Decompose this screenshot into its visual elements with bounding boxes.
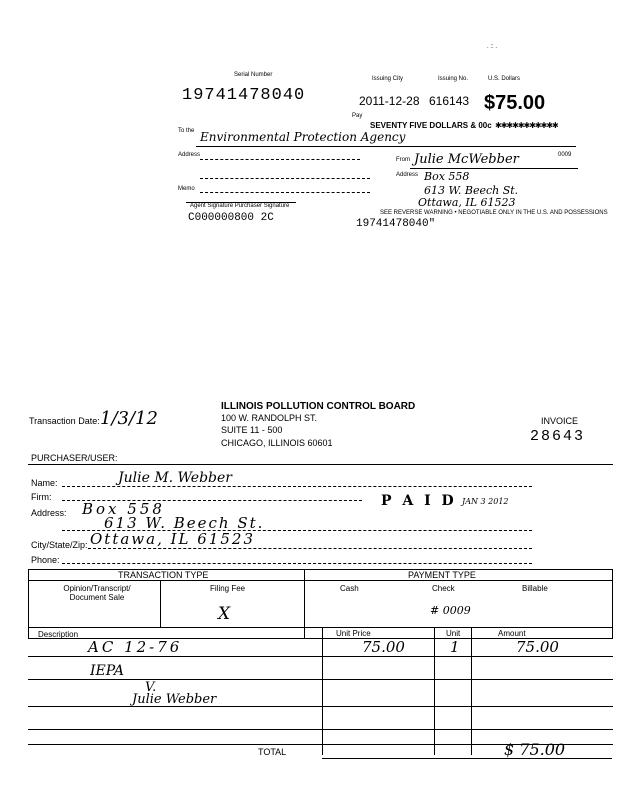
transaction-date-label: Transaction Date: <box>29 416 100 426</box>
agent-purchaser-label: Agent Signature Purchaser Signature <box>190 203 290 209</box>
invoice-label: INVOICE <box>541 416 579 426</box>
order-amount: $75.00 <box>484 92 546 114</box>
routing-number: C000000800 2C <box>188 212 274 224</box>
paid-stamp: P A I D <box>381 493 457 509</box>
serial-label: Serial Number <box>234 72 273 78</box>
phone-label: Phone: <box>31 555 60 565</box>
description-label: Description <box>38 630 79 639</box>
negotiable-warning: SEE REVERSE WARNING • NEGOTIABLE ONLY IN THE U.S. AND POSSESSIONS <box>380 210 608 216</box>
payee-handwritten: Environmental Protection Agency <box>200 130 406 144</box>
issue-city-label: Issuing City <box>372 76 404 82</box>
check-number: 0009 <box>558 152 572 158</box>
address-line-2: 613 W. Beech St. <box>104 514 265 532</box>
org-address-3: CHICAGO, ILLINOIS 60601 <box>221 438 333 448</box>
col-opinion: Opinion/Transcript/ Document Sale <box>63 584 131 602</box>
purchaser-signature: Julie McWebber <box>414 152 519 167</box>
address-hw-1: Box 558 <box>424 170 470 183</box>
payment-type-header: PAYMENT TYPE <box>408 570 476 580</box>
issuing-number: 616143 <box>429 94 470 108</box>
address-label: Address: <box>31 508 67 518</box>
unit-price-label: Unit Price <box>336 629 371 638</box>
col-check: Check <box>432 584 455 593</box>
serial-number: 19741478040 <box>182 86 306 105</box>
amount-in-words: SEVENTY FIVE DOLLARS & 00c <box>370 121 492 130</box>
description-value: AC 12-76 <box>88 638 183 656</box>
line-3-text: V. <box>145 680 157 695</box>
purchaser-address-label: Address <box>396 172 419 178</box>
address-hw-2: 613 W. Beech St. <box>424 184 519 197</box>
invoice-number: 28643 <box>530 428 586 445</box>
org-address-2: SUITE 11 - 500 <box>221 425 283 435</box>
line-4-text: Julie Webber <box>132 692 217 707</box>
unit-value: 1 <box>450 638 460 656</box>
firm-label: Firm: <box>31 492 52 502</box>
org-address-1: 100 W. RANDOLPH ST. <box>221 413 318 423</box>
from-label: From <box>396 157 410 163</box>
transaction-date: 1/3/12 <box>100 408 158 429</box>
transaction-type-header: TRANSACTION TYPE <box>118 570 209 580</box>
total-value: $ 75.00 <box>504 740 566 759</box>
filing-fee-mark: X <box>218 604 231 624</box>
memo-label: Memo <box>178 186 195 192</box>
col-billable: Billable <box>522 584 548 593</box>
col-filing-fee: Filing Fee <box>210 584 246 593</box>
amount-col-label: Amount <box>498 629 526 638</box>
address-line-1: Box 558 <box>82 500 165 518</box>
col-cash: Cash <box>340 584 359 593</box>
amount-label: U.S. Dollars <box>488 76 521 82</box>
address-label: Address <box>178 152 201 158</box>
amount-fill: ✱✱✱✱✱✱✱✱✱✱✱ <box>495 121 558 130</box>
unit-price-value: 75.00 <box>362 638 405 656</box>
line-2-text: IEPA <box>90 663 124 679</box>
amount-value: 75.00 <box>516 638 559 656</box>
address-hw-3: Ottawa, IL 61523 <box>418 196 516 209</box>
check-number-hw: # 0009 <box>430 604 471 617</box>
unit-label: Unit <box>446 629 461 638</box>
purchaser-label: PURCHASER/USER: <box>31 453 118 463</box>
paid-date: JAN 3 2012 <box>462 497 509 506</box>
to-label: To the <box>178 128 195 134</box>
micr-serial: 19741478040″ <box>356 218 436 230</box>
name-value: Julie M. Webber <box>118 470 232 486</box>
pay-label: Pay <box>352 113 363 119</box>
city-state-zip-value: Ottawa, IL 61523 <box>90 530 255 548</box>
issuing-label: Issuing No. <box>438 76 469 82</box>
total-label: TOTAL <box>258 747 287 757</box>
org-name: ILLINOIS POLLUTION CONTROL BOARD <box>221 401 416 412</box>
issue-date: 2011-12-28 <box>359 94 420 108</box>
name-label: Name: <box>31 478 58 488</box>
corner-note: . :: . <box>487 44 498 50</box>
city-state-zip-label: City/State/Zip: <box>31 540 88 550</box>
